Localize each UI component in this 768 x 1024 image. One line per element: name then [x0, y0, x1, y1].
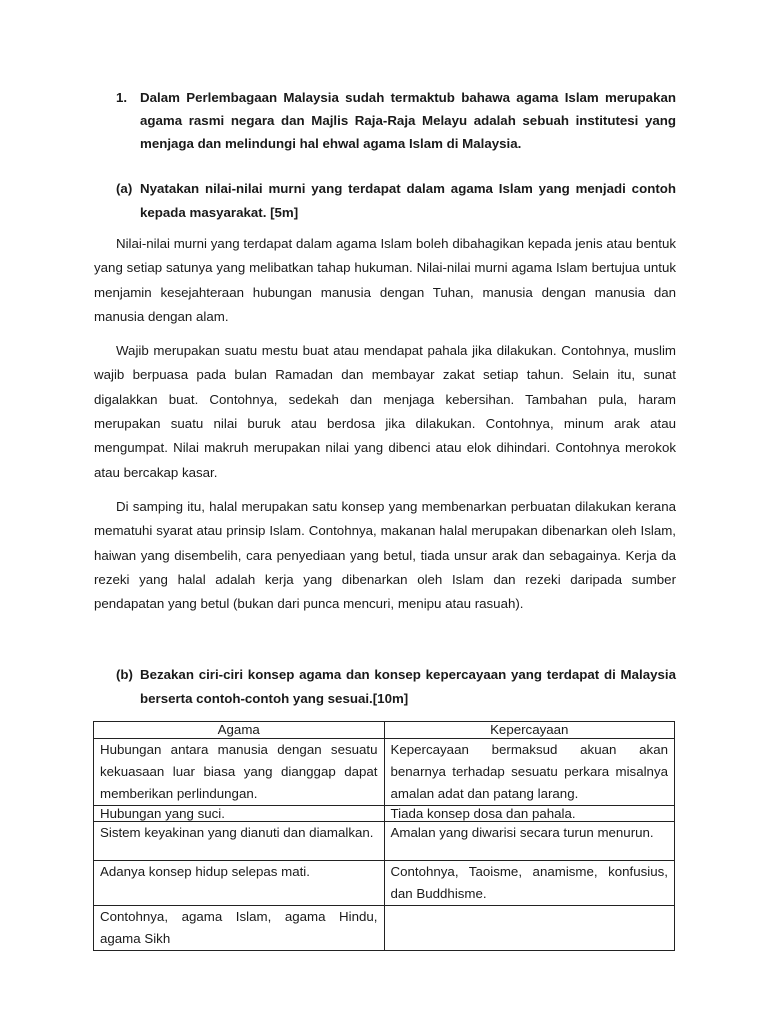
answer-paragraph: Di samping itu, halal merupakan satu konsep yang membenarkan perbuatan dilakukan kerana mematuhi syarat atau prinsip Islam. Contohnya, makanan halal merupakan dibenarkan oleh Islam, haiwan yang disembelih, cara penyediaan yang betul, tiada unsur arak dan sebagainya. Kerja da rezeki yang halal adalah kerja yang dibenarkan oleh Islam dan rezeki daripada sumber pendapatan yang betul (bukan dari punca mencuri, menipu atau rasuah). [94, 498, 676, 612]
part-b-question: Bezakan ciri-ciri konsep agama dan konsep kepercayaan yang terdapat di Malaysia berserta contoh-contoh yang sesuai.[10m] [140, 667, 676, 706]
table-row [94, 861, 675, 906]
table-cell: Adanya konsep hidup selepas mati. [94, 861, 385, 906]
part-a-answer [94, 232, 676, 626]
table-cell: Contohnya, agama Islam, agama Hindu, agama Sikh [94, 906, 385, 951]
table-cell: Tiada konsep dosa dan pahala. [384, 806, 675, 822]
table-row [94, 906, 675, 951]
table-cell: Amalan yang diwarisi secara turun menurun. [384, 822, 675, 861]
table-cell: Contohnya, Taoisme, anamisme, konfusius, dan Buddhisme. [384, 861, 675, 906]
table-cell: Hubungan yang suci. [94, 806, 385, 822]
answer-paragraph: Wajib merupakan suatu mestu buat atau mendapat pahala jika dilakukan. Contohnya, muslim wajib berpuasa pada bulan Ramadan dan membayar zakat setiap tahun. Selain itu, sunat digalakkan buat. Contohnya, sedekah dan menjaga kebersihan. Tambahan pula, haram merupakan suatu nilai buruk atau berdosa jika dilakukan. Contohnya, minum arak atau mengumpat. Nilai makruh merupakan nilai yang dibenci atau elok dihindari. Contohnya merokok atau bercakap kasar. [94, 343, 676, 480]
part-b-prompt [116, 663, 676, 710]
table-row [94, 806, 675, 822]
question-1 [116, 86, 676, 155]
header-kepercayaan: Kepercayaan [384, 722, 675, 739]
question-number: 1. [116, 90, 128, 105]
header-agama: Agama [94, 722, 385, 739]
table-cell: Hubungan antara manusia dengan sesuatu kekuasaan luar biasa yang dianggap dapat memberikan perlindungan. [94, 739, 385, 806]
part-a-label: (a) [116, 181, 133, 196]
table-cell: Sistem keyakinan yang dianuti dan diamalkan. [94, 822, 385, 861]
table-header-row [94, 722, 675, 739]
table-cell: Kepercayaan bermaksud akuan akan benarnya terhadap sesuatu perkara misalnya amalan adat dan patang larang. [384, 739, 675, 806]
table-row [94, 822, 675, 861]
table-cell [384, 906, 675, 951]
part-a-prompt [116, 177, 676, 224]
question-text: Dalam Perlembagaan Malaysia sudah termaktub bahawa agama Islam merupakan agama rasmi negara dan Majlis Raja-Raja Melayu adalah sebuah institutesi yang menjaga dan melindungi hal ehwal agama Islam di Malaysia. [140, 90, 676, 151]
part-b-label: (b) [116, 667, 133, 682]
table-row [94, 739, 675, 806]
answer-paragraph: Nilai-nilai murni yang terdapat dalam agama Islam boleh dibahagikan kepada jenis atau bentuk yang setiap satunya yang melibatkan tahap hukuman. Nilai-nilai murni agama Islam bertujua untuk menjamin kesejahteraan hubungan manusia dengan Tuhan, manusia dengan manusia dan manusia dengan alam. [94, 236, 676, 324]
part-a-question: Nyatakan nilai-nilai murni yang terdapat dalam agama Islam yang menjadi contoh kepada masyarakat. [5m] [140, 181, 676, 220]
comparison-table [93, 721, 675, 951]
